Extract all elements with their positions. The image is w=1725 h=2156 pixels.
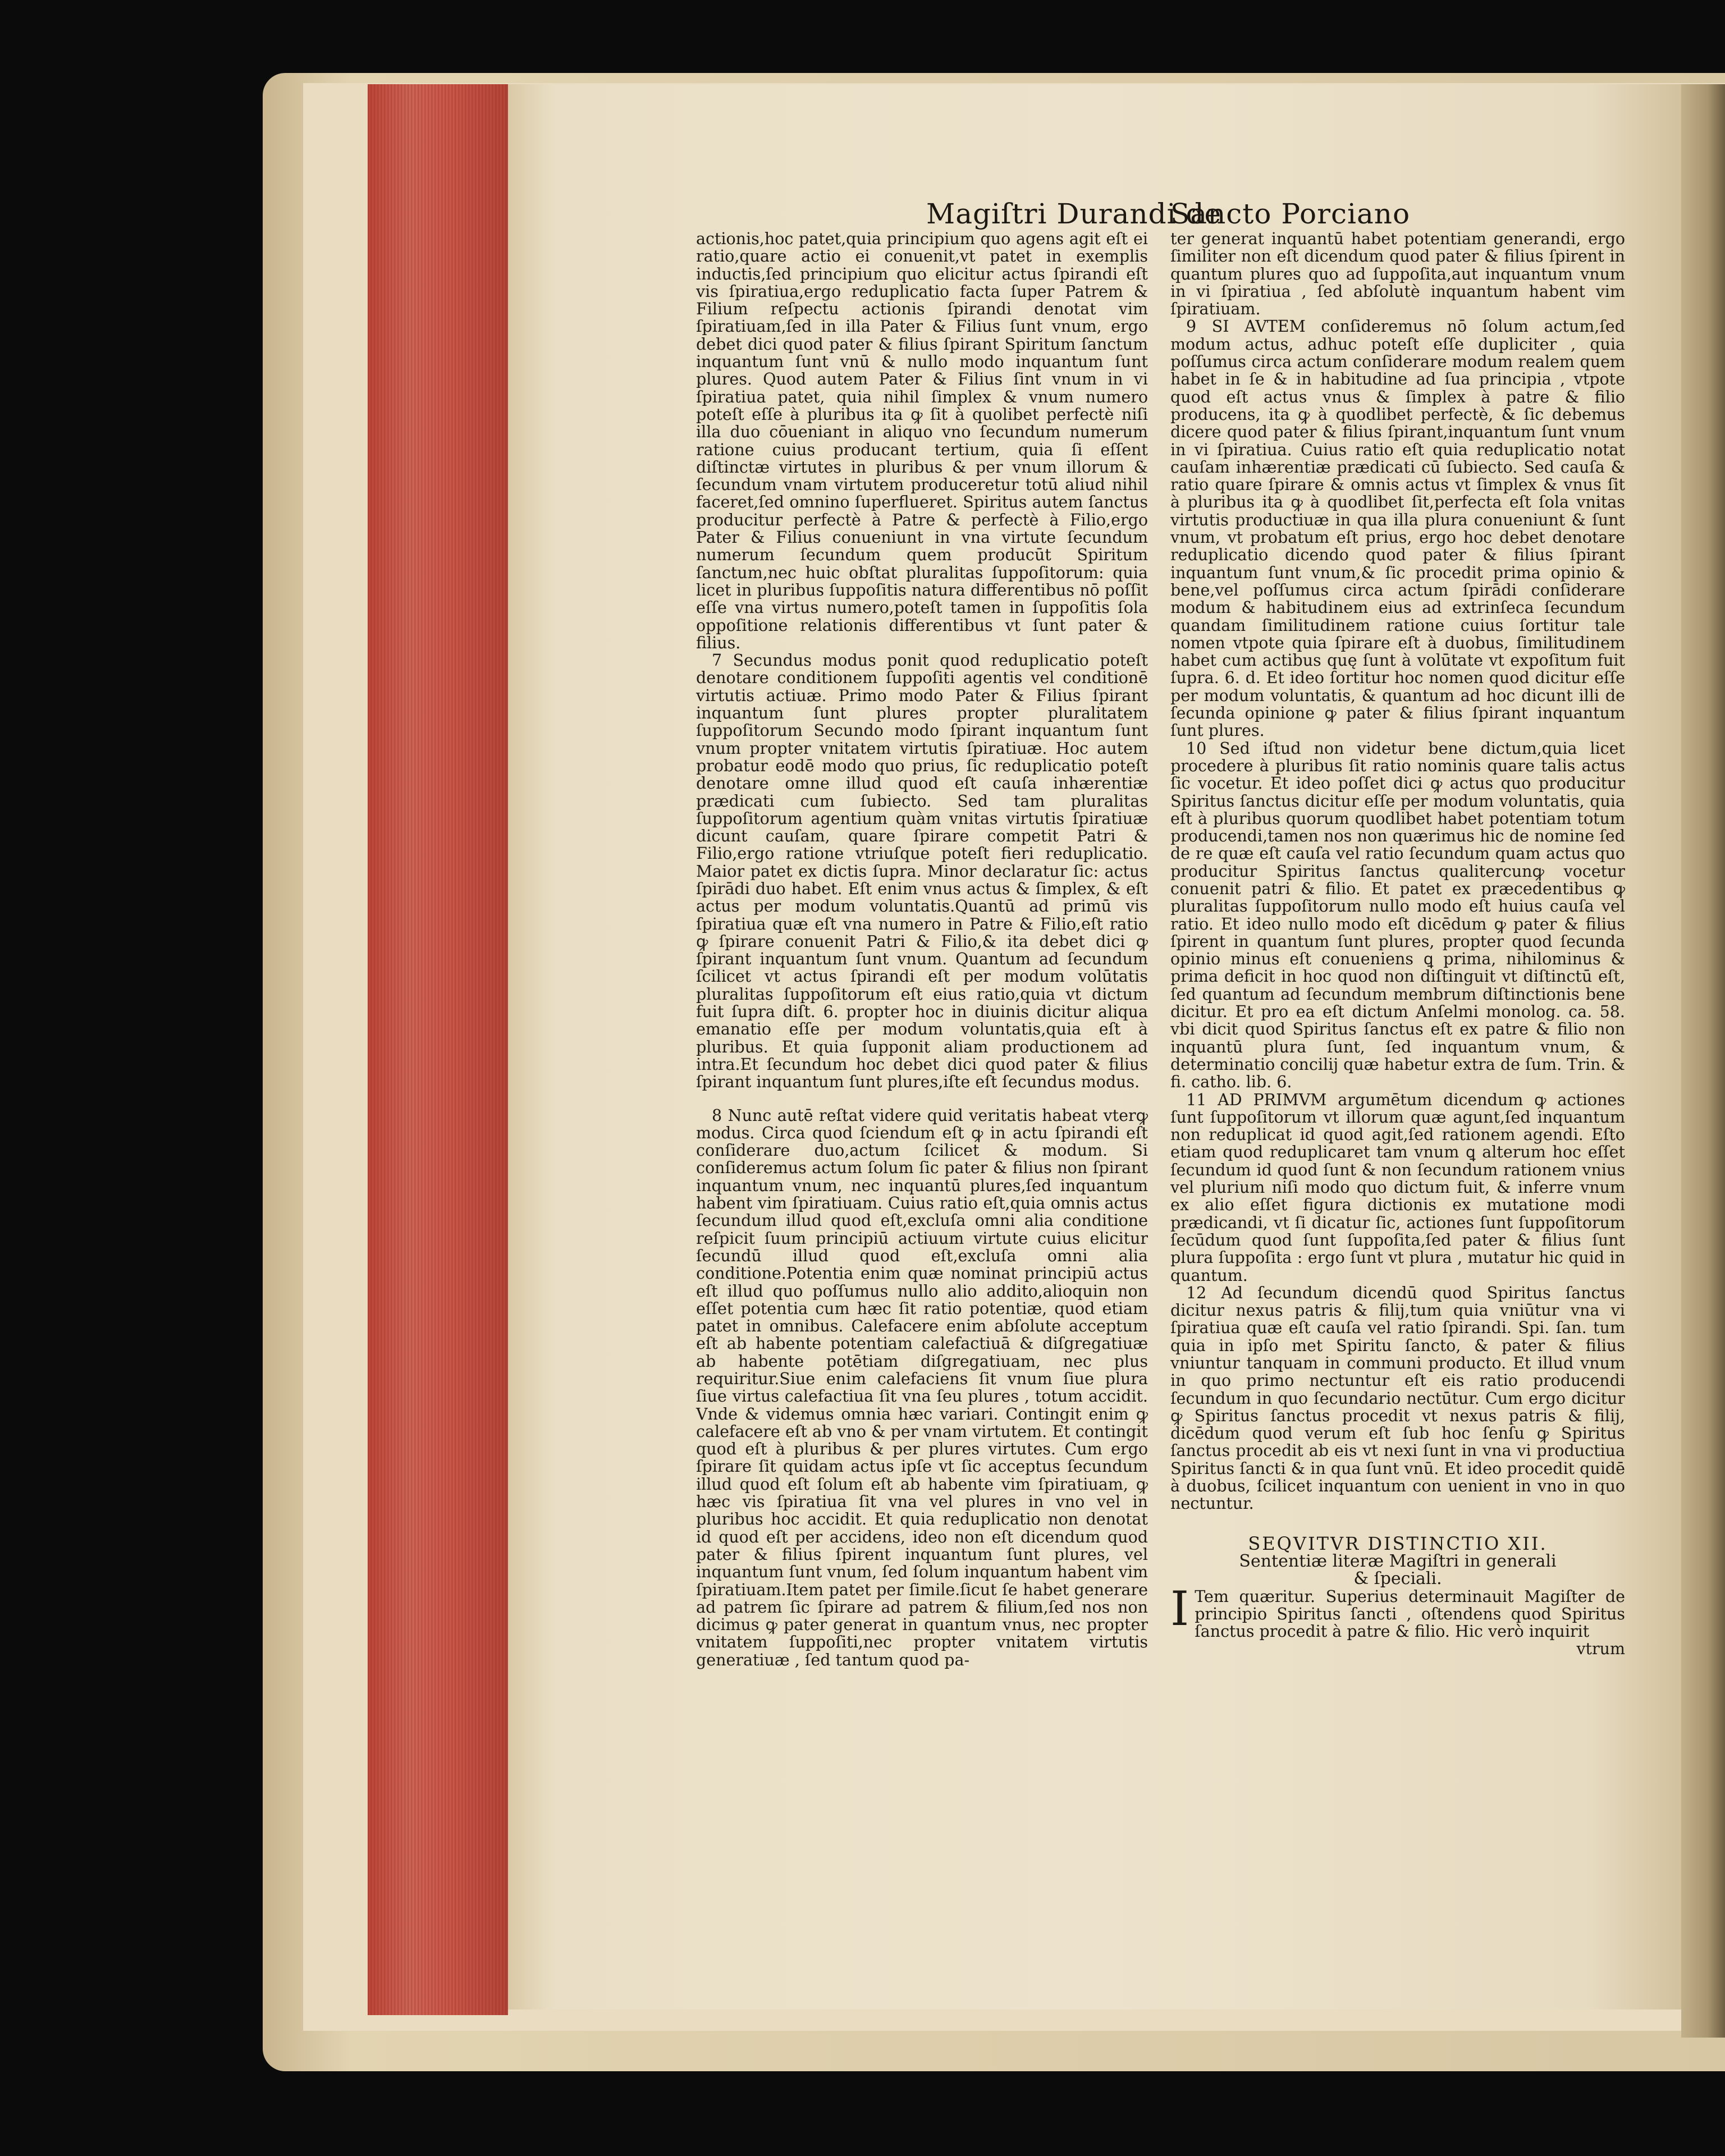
paragraph: 7 Secundus modus ponit quod reduplicatio poteſt denotare conditionem ſuppoſiti agentis vel conditionē virtutis actiuæ. Primo modo Pater & Filius ſpirant inquantum ſunt plures propter pluralitatem ſuppoſitorum Secundo modo ſpirant inquantum ſunt vnum propter vnitatem virtutis ſpiratiuæ. Hoc autem probatur eodē modo quo prius, ſic reduplicatio poteſt denotare omne illud quod eſt cauſa inhærentiæ prædicati cum ſubiecto. Sed tam pluralitas ſuppoſitorum agentium quàm vnitas virtutis ſpiratiuæ dicunt cauſam, quare ſpirare competit Patri & Filio,ergo ratione vtriuſque poteſt fieri reduplicatio. Maior patet ex dictis ſupra. Minor declaratur ſic: actus ſpirādi duo habet. Eſt enim vnus actus & ſimplex, & eſt actus per modum voluntatis.Quantū ad primū vis ſpiratiua quæ eſt vna numero in Patre & Filio,eſt ratio ꝙ ſpirare conuenit Patri & Filio,& ita debet dici ꝙ ſpirant inquantum ſunt vnum. Quantum ad ſecundum ſcilicet vt actus ſpirandi eſt per modum volūtatis pluralitas ſuppoſitorum eſt eius ratio,quia vt dictum fuit ſupra diſt. 6. propter hoc in diuinis dicitur aliqua emanatio eſſe per modum voluntatis,quia eſt à pluribus. Et quia ſupponit aliam productionem ad intra.Et ſecundum hoc debet dici quod pater & filius ſpirant inquantum ſunt plures,iſte eſt ſecundus modus. — [696, 651, 1148, 1092]
paragraph: 11 AD PRIMVM argumētum dicendum ꝙ actiones ſunt ſuppoſitorum vt illorum quæ agunt,ſed inquantum non reduplicat id quod agit,ſed rationem agendi. Eſto etiam quod reduplicaret tam vnum ꝗ alterum hoc eſſet ſecundum id quod ſunt & non ſecundum rationem vnius vel plurium niſi modo quo dictum fuit, & inferre vnum ex alio eſſet figura dictionis ex mutatione modi prædicandi, vt ſi dicatur ſic, actiones ſunt ſuppoſitorum ſecūdum quod ſunt ſuppoſita,ſed pater & filius ſunt plura ſuppoſita : ergo ſunt vt plura , mutatur hic quid in quantum. — [1170, 1090, 1625, 1285]
paragraph-gap — [696, 1091, 1148, 1107]
header-left: Magiſtri Durandi de — [926, 198, 1222, 230]
paragraph: 10 Sed iſtud non videtur bene dictum,quia licet procedere à pluribus ſit ratio nominis quare talis actus ſic vocetur. Et ideo poſſet dici ꝙ actus quo producitur Spiritus ſanctus dicitur eſſe per modum voluntatis, quia eſt à pluribus quorum quodlibet habet potentiam totum producendi,tamen nos non quærimus hic de nomine ſed de re quæ eſt cauſa vel ratio ſecundum quam actus quo producitur Spiritus ſanctus qualitercunꝙ vocetur conuenit patri & filio. Et patet ex præcedentibus ꝙ pluralitas ſuppoſitorum nullo modo eſt huius cauſa vel ratio. Et ideo nullo modo eſt dicēdum ꝙ pater & filius ſpirent in quantum ſunt plures, propter quod ſecunda opinio minus eſt conueniens ꝗ prima, nihilominus & prima deficit in hoc quod non diſtinguit vt diſtinctū eſt, ſed quantum ad ſecundum membrum diſtinctionis bene dicitur. Et pro ea eſt dictum Anſelmi monolog. ca. 58. vbi dicit quod Spiritus ſanctus eſt ex patre & filio non inquantū plura ſunt, ſed inquantum vnum, & determinatio concilij quæ habetur extra de ſum. Trin. & fi. catho. lib. 6. — [1170, 739, 1625, 1092]
opening-text: Tem quæritur. Superius determinauit Magiſter de principio Spiritus ſancti , oſtendens quod Spiritus ſanctus procedit à patre & filio. Hic verò inquirit — [1195, 1587, 1625, 1641]
paragraph: 12 Ad ſecundum dicendū quod Spiritus ſanctus dicitur nexus patris & filij,tum quia vniūtur vna vi ſpiratiua quæ eſt cauſa vel ratio ſpirandi. Spi. ſan. tum quia in ipſo met Spiritu ſancto, & pater & filius vniuntur tanquam in communi producto. Et illud vnum in quo primo nectuntur eſt eis ratio producendi ſecundum in quo ſecundario nectūtur. Cum ergo dicitur ꝙ Spiritus ſanctus procedit vt nexus patris & filij, dicēdum quod verum eſt ſub hoc ſenſu ꝙ Spiritus ſanctus procedit ab eis vt nexi ſunt in vna vi productiua Spiritus ſancti & in qua ſunt vnū. Et ideo procedit quidē à duobus, ſcilicet inquantum con uenient in vno in quo nectuntur. — [1170, 1283, 1625, 1513]
distinction-subtitle: Sententiæ literæ Magiſtri in generali — [1239, 1551, 1557, 1571]
opening-paragraph — [1170, 1581, 1625, 1641]
left-column — [696, 230, 1148, 1669]
distinction-title: SEQVITVR DISTINCTIO XII. — [1248, 1532, 1548, 1554]
distinction-subtitle: & ſpeciali. — [1353, 1569, 1442, 1589]
paragraph: 8 Nunc autē reſtat videre quid veritatis habeat vterꝙ modus. Circa quod ſciendum eſt ꝙ in actu ſpirandi eſt conſiderare duo,actum ſcilicet & modum. Si conſideremus actum ſolum ſic pater & filius non ſpirant inquantum vnum, nec inquantū plures,ſed inquantum habent vim ſpiratiuam. Cuius ratio eſt,quia omnis actus ſecundum illud quod eſt,excluſa omni alia conditione reſpicit ſuum principiū actiuum virtute cuius elicitur ſecundū illud quod eſt,excluſa omni alia conditione.Potentia enim quæ nominat principiū actus eſt illud quo poſſumus nullo alio addito,alioquin non eſſet potentia cum hæc ſit ratio potentiæ, quod etiam patet in omnibus. Calefacere enim abſolute acceptum eſt ab habente potentiam calefactiuā & diſgregatiuæ ab habente potētiam diſgregatiuam, nec plus requiritur.Siue enim calefaciens ſit vnum ſiue plura ſiue virtus calefactiua ſit vna ſeu plures , totum accidit. Vnde & videmus omnia hæc variari. Contingit enim ꝙ calefacere eſt ab vno & per vnam virtutem. Et contingit quod eſt à pluribus & per plures virtutes. Cum ergo ſpirare ſit quidam actus ipſe vt ſic acceptus ſecundum illud quod eſt ſolum eſt ab habente vim ſpiratiuam, ꝙ hæc vis ſpiratiua ſit vna vel plures in vno vel in pluribus hoc accidit. Et quia reduplicatio non denotat id quod eſt per accidens, ideo non eſt dicendum quod pater & filius ſpirent inquantum ſunt plures, vel inquantum ſunt vnum, ſed ſolum inquantum habent vim ſpiratiuam.Item patet per ſimile.ſicut ſe habet generare ad patrem ſic ſpirare ad patrem & filium,ſed nos non dicimus ꝙ pater generat in quantum vnus, nec propter vnitatem ſuppoſiti,nec propter vnitatem virtutis generatiuæ , ſed tantum quod pa- — [696, 1106, 1148, 1669]
red-page-edges — [368, 84, 508, 2015]
catchword: vtrum — [1576, 1640, 1625, 1659]
paragraph: ter generat inquantū habet potentiam generandi, ergo ſimiliter non eſt dicendum quod pater & filius ſpirent in quantum plures quo ad ſuppoſita,aut inquantum vnum in vi ſpiratiua , ſed abſolutè inquantum habent vim ſpiratiuam. — [1170, 230, 1625, 319]
drop-capital: I — [1170, 1581, 1189, 1636]
opposite-page-edge — [1681, 84, 1725, 2038]
paragraph: actionis,hoc patet,quia principium quo agens agit eſt ei ratio,quare actio ei conuenit,vt patet in exemplis inductis,ſed principium quo elicitur actus ſpirandi eſt vis ſpiratiua,ergo reduplicatio facta ſuper Patrem & Filium reſpectu actionis ſpirandi denotat vim ſpiratiuam,ſed in illa Pater & Filius ſunt vnum, ergo debet dici quod pater & filius ſpirant Spiritum ſanctum inquantum ſunt vnū & nullo modo inquantum ſunt plures. Quod autem Pater & Filius ſint vnum in vi ſpiratiua patet, quia nihil ſimplex & vnum numero poteſt eſſe à pluribus ita ꝙ ſit à quolibet perfectè niſi illa duo cōueniant in aliquo vno ſecundum numerum ratione cuius producant tertium, quia ſi eſſent diſtinctæ virtutes in pluribus & per vnum illorum & ſecundum vnam virtutem produceretur totū aliud nihil faceret,ſed omnino ſuperflueret. Spiritus autem ſanctus producitur perfectè à Patre & perfectè à Filio,ergo Pater & Filius conueniunt in vna virtute ſecundum numerum ſecundum quem producūt Spiritum ſanctum,nec huic obſtat pluralitas ſuppoſitorum: quia licet in pluribus ſuppoſitis natura differentibus nō poſſit eſſe vna virtus numero,poteſt tamen in ſuppoſitis ſola oppoſitione relationis differentibus vt ſunt pater & filius. — [696, 230, 1148, 652]
paragraph: 9 SI AVTEM conſideremus nō ſolum actum,ſed modum actus, adhuc poteſt eſſe dupliciter , quia poſſumus circa actum conſiderare modum realem quem habet in ſe & in habitudine ad ſua principia , vtpote quod eſt actus vnus & ſimplex à patre & filio producens, ita ꝙ à quodlibet perfectè, & ſic debemus dicere quod pater & filius ſpirant,inquantum ſunt vnum in vi ſpiratiua. Cuius ratio eſt quia reduplicatio notat cauſam inhærentiæ prædicati cū ſubiecto. Sed cauſa & ratio quare ſpirare & omnis actus vt ſimplex & vnus ſit à pluribus ita ꝙ à quodlibet ſit,perfecta eſt ſola vnitas virtutis productiuæ in qua illa plura conueniunt & ſunt vnum, vt probatum eſt prius, ergo hoc debet denotare reduplicatio dicendo quod pater & filius ſpirant inquantum ſunt vnum,& ſic procedit prima opinio & bene,vel poſſumus circa actum ſpirādi conſiderare modum & habitudinem eius ad extrinſeca ſecundum quandam ſimilitudinem ratione cuius ſortitur tale nomen vtpote quia ſpirare eſt à duobus, ſimilitudinem habet cum actibus quę ſunt à volūtate vt expoſitum fuit ſupra. 6. d. Et ideo ſortitur hoc nomen quod dicitur eſſe per modum voluntatis, & quantum ad hoc dicunt illi de ſecunda opinione ꝙ pater & filius ſpirant inquantum ſunt plures. — [1170, 317, 1625, 740]
header-right: Sancto Porciano — [1170, 198, 1411, 230]
right-column — [1170, 230, 1625, 1658]
